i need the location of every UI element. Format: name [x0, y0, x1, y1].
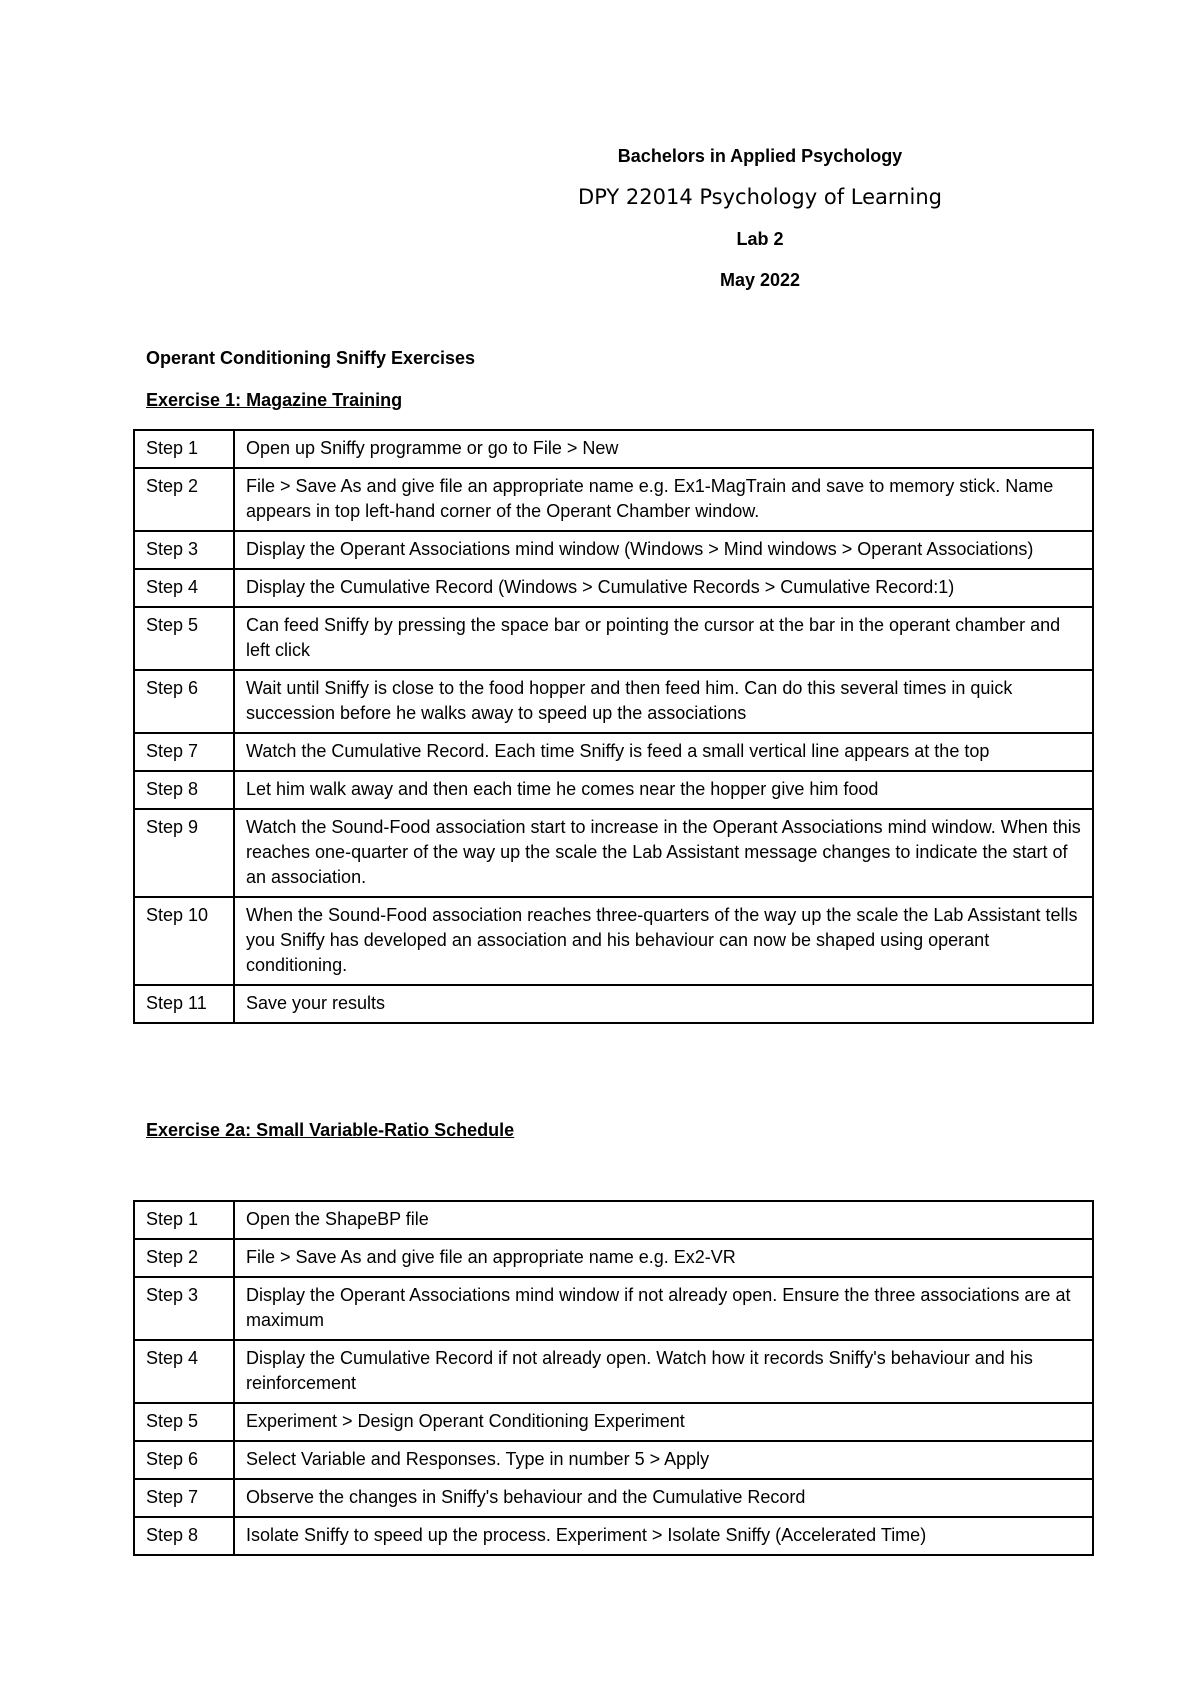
table-row — [134, 670, 1093, 733]
document-date: May 2022 — [719, 270, 801, 290]
table-row — [134, 1277, 1093, 1340]
table-row — [134, 1441, 1093, 1479]
table-row — [134, 733, 1093, 771]
table-row — [134, 771, 1093, 809]
step-instruction: Observe the changes in Sniffy's behaviour and the Cumulative Record — [234, 1479, 1093, 1517]
step-label: Step 7 — [134, 1479, 234, 1517]
step-instruction: Display the Cumulative Record if not already open. Watch how it records Sniffy's behaviour and his reinforcement — [234, 1340, 1093, 1403]
step-instruction: File > Save As and give file an appropriate name e.g. Ex1-MagTrain and save to memory stick. Name appears in top left-hand corner of the Operant Chamber window. — [234, 468, 1093, 531]
table-row — [134, 569, 1093, 607]
step-instruction: Wait until Sniffy is close to the food hopper and then feed him. Can do this several times in quick succession before he walks away to speed up the associations — [234, 670, 1093, 733]
step-label: Step 5 — [134, 607, 234, 670]
step-instruction: Save your results — [234, 985, 1093, 1023]
main-heading: Operant Conditioning Sniffy Exercises — [146, 348, 476, 368]
step-label: Step 7 — [134, 733, 234, 771]
step-label: Step 3 — [134, 531, 234, 569]
step-label: Step 2 — [134, 468, 234, 531]
step-instruction: Select Variable and Responses. Type in number 5 > Apply — [234, 1441, 1093, 1479]
table-row — [134, 1340, 1093, 1403]
table-row — [134, 897, 1093, 985]
step-instruction: Display the Operant Associations mind window if not already open. Ensure the three associations are at maximum — [234, 1277, 1093, 1340]
step-label: Step 10 — [134, 897, 234, 985]
step-label: Step 3 — [134, 1277, 234, 1340]
step-label: Step 9 — [134, 809, 234, 897]
exercise1-table — [133, 429, 1094, 1024]
step-instruction: Display the Operant Associations mind window (Windows > Mind windows > Operant Associations) — [234, 531, 1093, 569]
exercise1-title: Exercise 1: Magazine Training — [146, 390, 403, 410]
step-instruction: Watch the Cumulative Record. Each time Sniffy is feed a small vertical line appears at the top — [234, 733, 1093, 771]
step-label: Step 1 — [134, 1201, 234, 1239]
step-label: Step 5 — [134, 1403, 234, 1441]
step-instruction: Experiment > Design Operant Conditioning Experiment — [234, 1403, 1093, 1441]
step-instruction: Can feed Sniffy by pressing the space bar or pointing the cursor at the bar in the operant chamber and left click — [234, 607, 1093, 670]
step-instruction: Let him walk away and then each time he comes near the hopper give him food — [234, 771, 1093, 809]
table-row — [134, 1517, 1093, 1555]
step-instruction: Display the Cumulative Record (Windows > Cumulative Records > Cumulative Record:1) — [234, 569, 1093, 607]
step-label: Step 8 — [134, 771, 234, 809]
step-label: Step 1 — [134, 430, 234, 468]
table-row — [134, 607, 1093, 670]
exercise2a-title: Exercise 2a: Small Variable-Ratio Schedule — [146, 1120, 515, 1140]
step-label: Step 2 — [134, 1239, 234, 1277]
step-instruction: File > Save As and give file an appropriate name e.g. Ex2-VR — [234, 1239, 1093, 1277]
exercise2a-table — [133, 1200, 1094, 1556]
table-row — [134, 430, 1093, 468]
table-row — [134, 1201, 1093, 1239]
lab-number: Lab 2 — [736, 229, 784, 249]
table-row — [134, 985, 1093, 1023]
step-instruction: Open up Sniffy programme or go to File > New — [234, 430, 1093, 468]
step-label: Step 6 — [134, 1441, 234, 1479]
step-label: Step 4 — [134, 569, 234, 607]
step-instruction: Open the ShapeBP file — [234, 1201, 1093, 1239]
step-label: Step 11 — [134, 985, 234, 1023]
step-label: Step 6 — [134, 670, 234, 733]
step-instruction: Watch the Sound-Food association start to increase in the Operant Associations mind window. When this reaches one-quarter of the way up the scale the Lab Assistant message changes to indicate the start of an association. — [234, 809, 1093, 897]
step-instruction: When the Sound-Food association reaches three-quarters of the way up the scale the Lab Assistant tells you Sniffy has developed an association and his behaviour can now be shaped using operant conditioning. — [234, 897, 1093, 985]
table-row — [134, 1239, 1093, 1277]
step-label: Step 4 — [134, 1340, 234, 1403]
course-title: DPY 22014 Psychology of Learning — [578, 185, 942, 209]
table-row — [134, 809, 1093, 897]
program-title: Bachelors in Applied Psychology — [617, 146, 903, 166]
table-row — [134, 531, 1093, 569]
table-row — [134, 1479, 1093, 1517]
table-row — [134, 468, 1093, 531]
step-label: Step 8 — [134, 1517, 234, 1555]
step-instruction: Isolate Sniffy to speed up the process. Experiment > Isolate Sniffy (Accelerated Time) — [234, 1517, 1093, 1555]
table-row — [134, 1403, 1093, 1441]
